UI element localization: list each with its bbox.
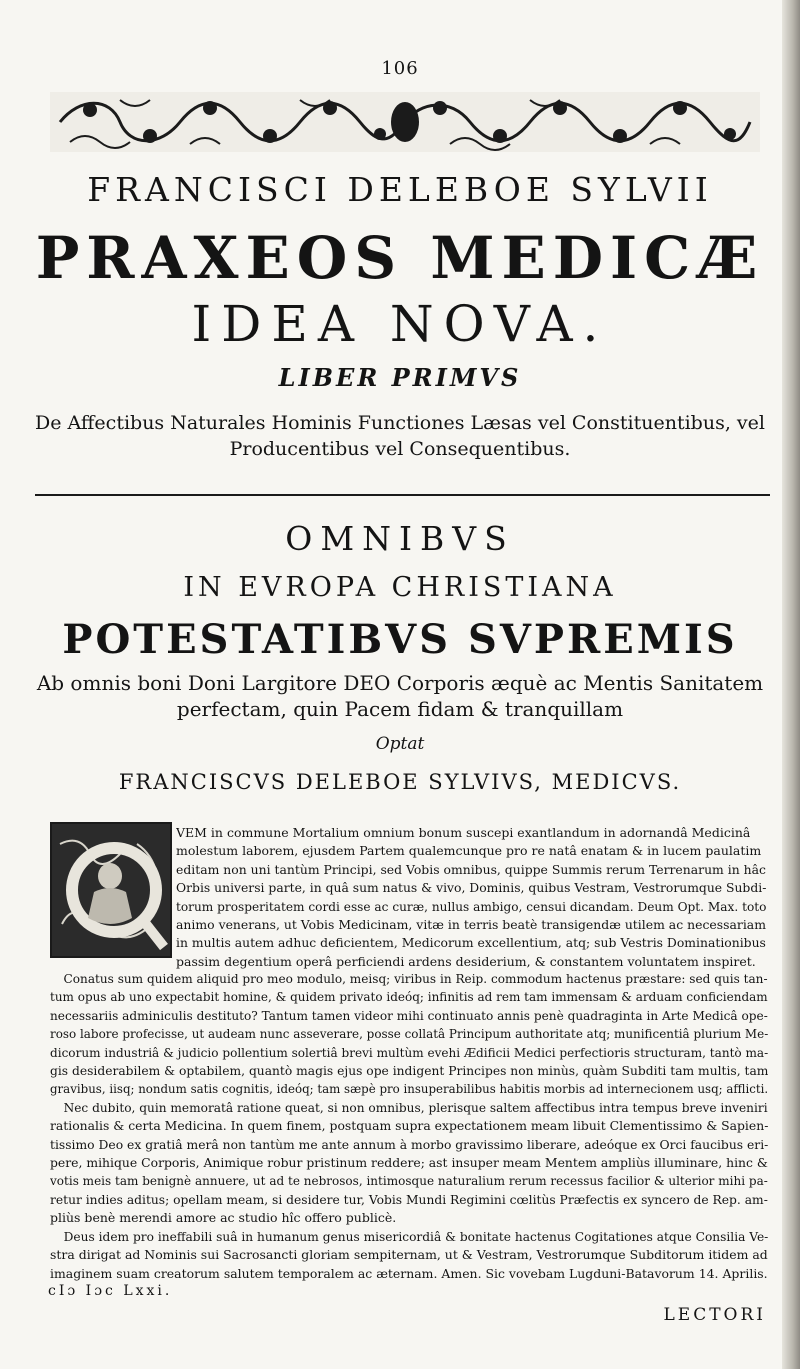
body-text-line: dicorum industriâ & judicio pollentium solertiâ brevi multùm evehi Ædificii Medici perfectioris structuram, tantò ma-: [50, 1044, 768, 1060]
body-text-line: tissimo Deo ex gratiâ merâ non tantùm me ante annum à morbo gravissimo liberare, adeóque ex Orci faucibus eri-: [50, 1136, 768, 1152]
dedication-wish: [20, 670, 780, 722]
body-text-line: necessariis adminiculis destituto? Tantum tamen videor mihi continuato annis penè quadraginta in Arte Medicâ ope-: [50, 1007, 768, 1023]
body-text-line: rationalis & certa Medicina. In quem finem, postquam supra expectationem meam libuit Clementissimo & Sapien-: [50, 1118, 768, 1134]
body-text-line: molestum laborem, ejusdem Partem qualemcunque pro re natâ enatam & in lucem paulatim: [176, 843, 762, 859]
dedication-optat: Optat: [375, 734, 425, 754]
body-paragraph-beside-initial: [176, 824, 766, 971]
body-text-line: animo venerans, ut Vobis Medicinam, vitæ in terris beatè transigendæ utilem ac necessariam: [176, 917, 766, 933]
body-text-line: editam non uni tantùm Principi, sed Vobis omnibus, quippe Summis rerum Terrenarum in hâc: [176, 861, 766, 877]
body-text-line: gravibus, iisq; nondum satis cognitis, ideóq; tam sæpè pro insuperabilibus habitis morbis ad internecionem usq; afflicti.: [50, 1081, 768, 1097]
body-text-line: VEM in commune Mortalium omnium bonum suscepi exantlandum in adornandâ Medicinâ: [176, 825, 751, 840]
dedication-line-4: Ab omnis boni Doni Largitore DEO Corporis æquè ac Mentis Sanitatem: [36, 671, 764, 695]
body-text-line: votis meis tam benignè annuere, ut ad te nebrosos, intimosque naturalium rerum recessus facilior & ulterior mihi pa-: [50, 1173, 768, 1189]
date-line: cIɔ Iɔc Lxxi.: [48, 1283, 173, 1299]
body-text-line: imaginem suam creatorum salutem temporalem ac æternam. Amen. Sic vovebam Lugduni-Batavorum 14. Aprilis.: [50, 1265, 768, 1281]
body-text-line: torum prosperitatem cordi esse ac curæ, nullus ambigo, censui dicandam. Deum Opt. Max. toto: [176, 898, 766, 914]
dedication-line-5: perfectam, quin Pacem fidam & tranquillam: [176, 697, 624, 721]
subtitle-line: De Affectibus Naturales Hominis Functiones Læsas vel Constituentibus, vel: [35, 412, 765, 434]
catchword: LECTORI: [663, 1305, 766, 1325]
subtitle: [20, 410, 780, 462]
body-text-line: Deus idem pro ineffabili suâ in humanum genus misericordiâ & bonitate hactenus Cogitationes atque Consilia Ve-: [63, 1228, 768, 1244]
book-label: LIBER PRIMVS: [278, 363, 522, 392]
title-line-2: IDEA NOVA.: [191, 295, 609, 353]
book-gutter-shadow: [782, 0, 800, 1369]
body-text-line: passim degentium operâ perficiendi ardens desiderium, & constantem voluntatem inspiret.: [176, 953, 756, 969]
body-text-line: pere, mihique Corporis, Animique robur pristinum reddere; ast insuper meam Mentem ampliùs illuminare, hinc &: [50, 1155, 768, 1171]
body-text-line: stra dirigat ad Nominis sui Sacrosancti gloriam sempiternam, ut & Vestram, Vestrorumque Subditorum itidem ad: [50, 1247, 768, 1263]
subtitle-line: Producentibus vel Consequentibus.: [229, 438, 571, 460]
historiated-initial-Q-icon: [50, 822, 172, 958]
title-line-1: PRAXEOS MEDICÆ: [35, 224, 765, 292]
body-paragraph-full: [50, 970, 768, 1283]
body-text-line: Conatus sum quidem aliquid pro meo modulo, meisq; viribus in Reip. commodum hactenus præstare: sed quis tan-: [63, 971, 768, 986]
dedication-line-1: OMNIBVS: [285, 519, 515, 558]
dedication-line-2: IN EVROPA CHRISTIANA: [183, 572, 617, 603]
body-text-line: retur indies aditus; opellam meam, si desidere tur, Vobis Mundi Regimini cœlitùs Præfectis ex syncero de Rep. am-: [50, 1191, 768, 1207]
body-text-line: gis desiderabilem & optabilem, quantò magis ejus ope indigent Principes non minùs, quàm Subditi tam multis, tam: [50, 1063, 768, 1079]
body-text-line: roso labore profecisse, ut audeam nunc asseverare, posse collatâ Principum authoritate atq; munificentiâ plurium Me-: [50, 1026, 768, 1042]
horizontal-rule: [35, 494, 770, 496]
body-text-line: tum opus ab uno expectabit homine, & quidem privato ideóq; infinitis ad rem tam immensam & arduam conficiendam: [50, 989, 768, 1005]
page-number: 106: [381, 58, 419, 79]
author-line: FRANCISCI DELEBOE SYLVII: [87, 170, 713, 209]
body-text-line: in multis autem adhuc deficientem, Medicorum excellentium, atq; sub Vestris Dominationibus: [176, 935, 766, 951]
dedication-line-3: POTESTATIBVS SVPREMIS: [62, 616, 738, 663]
floral-scroll-ornament-icon: [50, 92, 760, 152]
body-text-line: Nec dubito, quin memoratâ ratione queat, si non omnibus, plerisque saltem affectibus intra tempus breve inveniri: [63, 1099, 768, 1115]
dedication-signer: FRANCISCVS DELEBOE SYLVIVS, MEDICVS.: [118, 770, 682, 794]
body-text-line: pliùs benè merendi amore ac studio hîc offero publicè.: [50, 1210, 397, 1226]
body-text-line: Orbis universi parte, in quâ sum natus & vivo, Dominis, quibus Vestram, Vestrorumque Subdi-: [176, 880, 766, 896]
